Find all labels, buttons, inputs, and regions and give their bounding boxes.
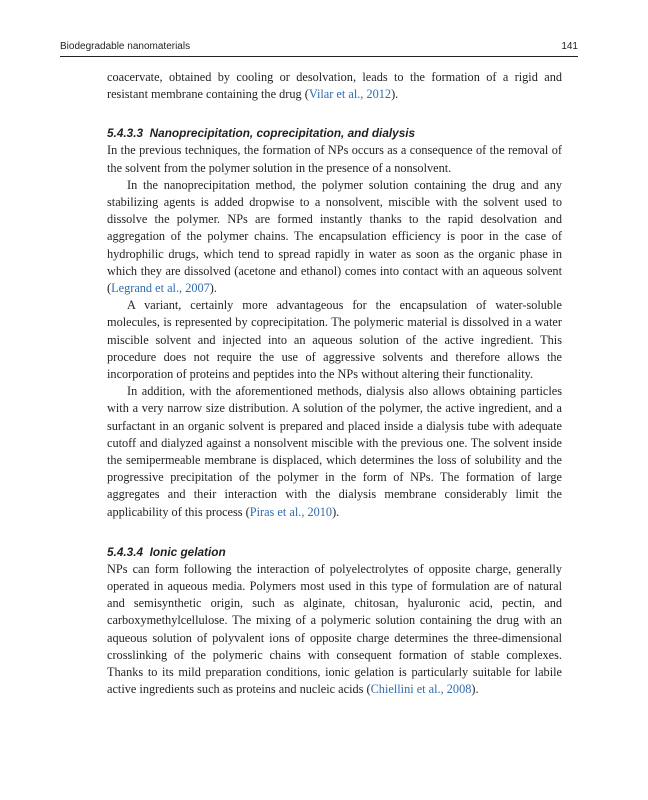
page-body (107, 69, 562, 699)
paragraph: In the previous techniques, the formation of NPs occurs as a consequence of the removal of the solvent from the polymer solution in the presence of a nonsolvent. (107, 143, 562, 175)
paragraph: A variant, certainly more advantageous for the encapsulation of water-soluble molecules, is represented by coprecipitation. The polymeric material is dissolved in a water miscible solvent and injected into an aqueous solution of the active ingredient. This procedure does not require the use of aggressive solvents and therefore allows the incorporation of proteins and peptides into the NPs without altering their functionality. (107, 298, 562, 382)
spacer (107, 103, 562, 125)
paragraph: In the nanoprecipitation method, the polymer solution containing the drug and any stabilizing agents is added dropwise to a nonsolvent, miscible with the solvent used to dissolve the polymer. NPs are formed instantly thanks to the rapid desolvation and aggregation of the polymer chains. The encapsulation efficiency is poor in the case of hydrophilic drugs, which tend to spread rapidly in water as soon as the organic phase in which they are dissolved (acetone and ethanol) comes into contact with an aqueous solvent (Legrand et al., 2007). (107, 177, 562, 296)
intro-paragraph: coacervate, obtained by cooling or desolvation, leads to the formation of a rigid and resistant membrane containing the drug (Vilar et al., 2012). (107, 70, 562, 102)
citation-link[interactable]: Legrand et al., 2007 (111, 281, 210, 296)
spacer (107, 521, 562, 544)
running-title: Biodegradable nanomaterials (60, 41, 191, 52)
section-heading: 5.4.3.3 Nanoprecipitation, coprecipitation, and dialysis (107, 126, 416, 141)
citation-link[interactable]: Piras et al., 2010 (249, 504, 333, 519)
page-number: 141 (561, 41, 578, 52)
section-heading: 5.4.3.4 Ionic gelation (107, 544, 226, 559)
citation-link[interactable]: Vilar et al., 2012 (308, 87, 392, 102)
header-rule (60, 56, 578, 57)
paragraph: In addition, with the aforementioned methods, dialysis also allows obtaining particles with a very narrow size distribution. A solution of the polymer, the active ingredient, and a surfactant in an organic solvent is prepared and placed inside a dialysis tube with adequate cutoff and dialyzed against a nonsolvent miscible with the previous one. The solvent inside the semipermeable membrane is displaced, which determines the loss of solubility and the progressive precipitation of the polymer in the form of NPs. The formation of large aggregates and their interaction with the dialysis membrane considerably limit the applicability of this process (Piras et al., 2010). (107, 384, 562, 519)
citation-link[interactable]: Chiellini et al., 2008 (370, 682, 472, 697)
paragraph: NPs can form following the interaction of polyelectrolytes of opposite charge, generally operated in aqueous media. Polymers most used in this type of formulation are of natural and semisynthetic origin, such as alginate, chitosan, hyaluronic acid, pectin, and carboxymethylcellulose. The mixing of a polymeric solution containing the drug with an aqueous solution of polyvalent ions of opposite charge determines the three-dimensional crosslinking of the polymeric chains with consequent formation of stable complexes. Thanks to its mild preparation conditions, ionic gelation is particularly suitable for labile active ingredients such as proteins and nucleic acids (Chiellini et al., 2008). (107, 561, 562, 697)
